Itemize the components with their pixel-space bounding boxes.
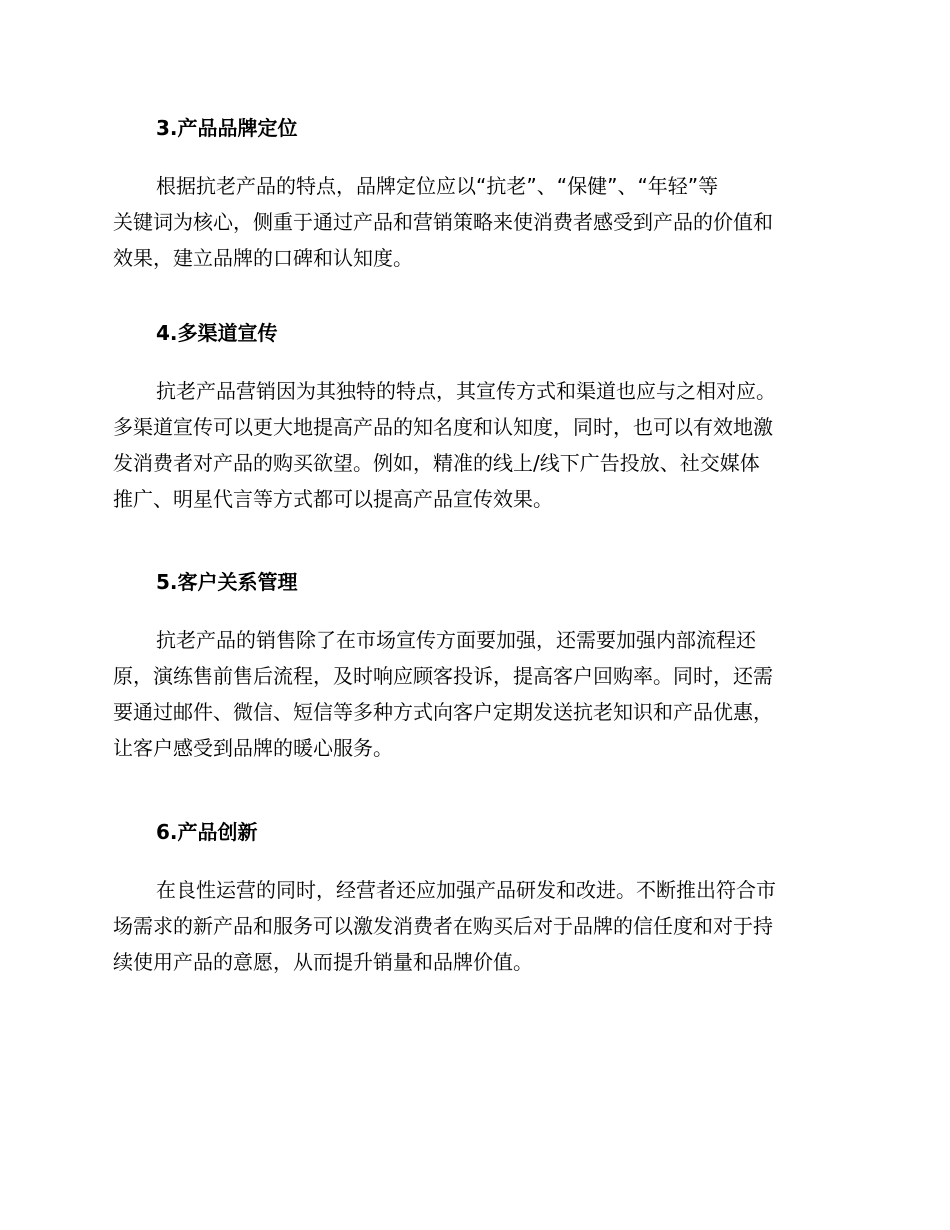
paragraph-line: 让客户感受到品牌的暖心服务。 <box>113 736 393 760</box>
paragraph-line: 关键词为核心，侧重于通过产品和营销策略来使消费者感受到产品的价值和 <box>113 210 773 234</box>
paragraph-line: 抗老产品营销因为其独特的特点，其宣传方式和渠道也应与之相对应。 <box>156 379 776 403</box>
section-paragraph-product-innovation <box>113 872 829 980</box>
paragraph-line: 推广、明星代言等方式都可以提高产品宣传效果。 <box>113 487 553 511</box>
section-paragraph-multichannel-promotion <box>113 373 829 517</box>
paragraph-line: 要通过邮件、微信、短信等多种方式向客户定期发送抗老知识和产品优惠， <box>113 700 773 724</box>
section-heading-multichannel-promotion: 4.多渠道宣传 <box>156 321 278 345</box>
section-heading-product-innovation: 6.产品创新 <box>156 820 258 844</box>
paragraph-line: 在良性运营的同时，经营者还应加强产品研发和改进。不断推出符合市 <box>156 878 776 902</box>
section-heading-brand-positioning: 3.产品品牌定位 <box>156 116 298 140</box>
paragraph-line: 效果，建立品牌的口碑和认知度。 <box>113 246 413 270</box>
paragraph-line: 根据抗老产品的特点，品牌定位应以“抗老”、“保健”、“年轻”等 <box>156 174 719 198</box>
paragraph-line: 场需求的新产品和服务可以激发消费者在购买后对于品牌的信任度和对于持 <box>113 914 773 938</box>
paragraph-line: 抗老产品的销售除了在市场宣传方面要加强，还需要加强内部流程还 <box>156 628 756 652</box>
section-heading-customer-relationship: 5.客户关系管理 <box>156 570 298 594</box>
paragraph-line: 发消费者对产品的购买欲望。例如，精准的线上/线下广告投放、社交媒体 <box>113 451 760 475</box>
section-paragraph-brand-positioning <box>113 168 829 276</box>
section-paragraph-customer-relationship <box>113 622 829 766</box>
paragraph-line: 原，演练售前售后流程，及时响应顾客投诉，提高客户回购率。同时，还需 <box>113 664 773 688</box>
paragraph-line: 多渠道宣传可以更大地提高产品的知名度和认知度，同时，也可以有效地激 <box>113 415 773 439</box>
paragraph-line: 续使用产品的意愿，从而提升销量和品牌价值。 <box>113 950 533 974</box>
